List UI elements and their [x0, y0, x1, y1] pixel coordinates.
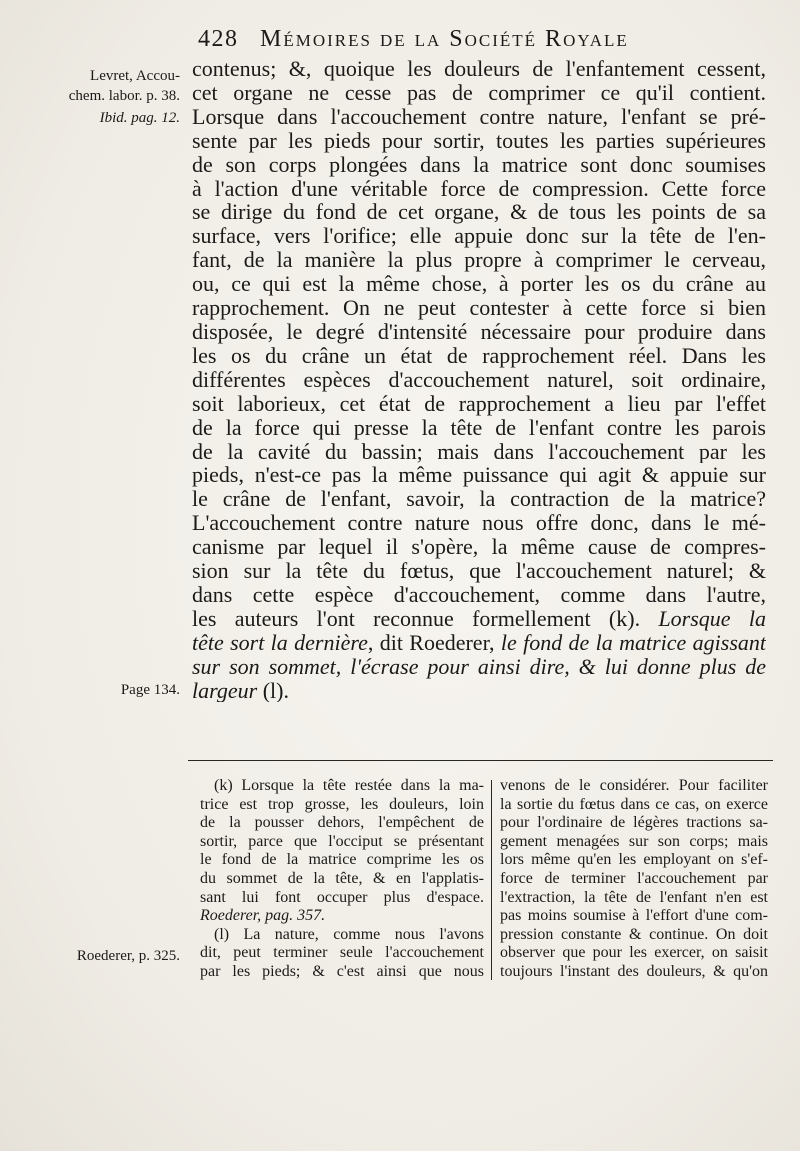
footnote-line: la sortie du fœtus dans ce cas, on exerce	[500, 795, 768, 813]
text-line: surface, vers l'orifice; elle appuie donc sur la tête de l'en-	[192, 224, 766, 249]
margin-note-line: Roederer, p. 325.	[76, 948, 180, 964]
text-line: de son corps plongées dans la matrice sont donc soumises	[192, 152, 766, 177]
text-segment-italic: le fond de la matrice agissant	[500, 630, 766, 655]
footnote-line: pour l'ordinaire de légères tractions sa-	[500, 814, 768, 832]
footnote-line: trice est trop grosse, les douleurs, loin	[200, 795, 484, 813]
text-line: différentes espèces d'accouchement naturel, soit ordinaire,	[192, 367, 766, 392]
text-line: à l'action d'une véritable force de compression. Cette force	[192, 176, 766, 201]
footnote-line: sortir, parce que l'occiput se présentant	[200, 832, 484, 850]
footnote-line: Roederer, pag. 357.	[200, 907, 326, 925]
margin-note-line: chem. labor. p. 38.	[68, 88, 180, 104]
footnote-line: (k) Lorsque la tête restée dans la ma-	[214, 777, 484, 794]
footnotes-right-column	[500, 777, 768, 982]
text-line	[192, 607, 766, 631]
text-line: disposée, le degré d'intensité nécessaire pour produire dans	[192, 319, 766, 344]
footnote-line: sant lui font occuper plus d'espace.	[200, 888, 484, 906]
text-segment: , dit Roederer,	[367, 630, 501, 655]
footnote-line: de la pousser dehors, l'empêchent de	[200, 814, 484, 832]
margin-note-roederer	[0, 946, 180, 966]
text-line: les os du crâne un état de rapprochement réel. Dans les	[192, 343, 766, 368]
text-segment-italic: largeur	[192, 678, 258, 703]
footnote-line: (l) La nature, comme nous l'avons	[214, 925, 484, 943]
text-line: de la cavité du bassin; mais dans l'accouchement par les	[192, 439, 766, 464]
text-segment-italic: tête sort la dernière	[192, 630, 368, 655]
text-line: cet organe ne cesse pas de comprimer ce qu'il contient.	[192, 80, 766, 105]
margin-note-line: Page 134.	[120, 682, 180, 698]
footnote-line: lors même qu'en les employant on s'ef-	[500, 851, 768, 869]
text-segment: les auteurs l'ont reconnue formellement (k).	[192, 606, 641, 631]
margin-note-ibid	[0, 108, 180, 128]
text-line: dans cette espèce d'accouchement, comme dans l'autre,	[192, 582, 766, 607]
margin-note-page-134	[0, 680, 180, 700]
running-title: Mémoires de la Société Royale	[260, 26, 629, 52]
text-line: le crâne de l'enfant, savoir, la contraction de la matrice?	[192, 487, 766, 512]
main-text-body	[192, 57, 766, 702]
footnote-line: observer que pour les exercer, on saisit	[500, 944, 768, 962]
text-segment: (l).	[257, 678, 289, 703]
margin-note-line: Levret, Accou-	[90, 68, 180, 84]
text-line: se dirige du fond de cet organe, & de tous les points de sa	[192, 200, 766, 225]
page-header	[198, 26, 788, 60]
text-line: sente par les pieds pour sortir, toutes les parties supérieures	[192, 128, 766, 153]
footnote-line: pas moins soumise à l'effort d'une com-	[500, 907, 768, 925]
text-line: ou, ce qui est la même chose, à porter les os du crâne au	[192, 272, 766, 297]
footnote-line: pression constante & continue. On doit	[500, 925, 768, 943]
footnote-column-divider	[491, 780, 492, 980]
text-line: sur son sommet, l'écrase pour ainsi dire, & lui donne plus de	[192, 654, 766, 679]
margin-note-levret	[0, 66, 180, 106]
text-line: sion sur la tête du fœtus, que l'accouchement naturel; &	[192, 559, 766, 583]
text-line: L'accouchement contre nature nous offre donc, dans le mé-	[192, 511, 766, 536]
footnote-line: du sommet de la tête, & en l'applatis-	[200, 869, 484, 887]
text-segment-italic: Lorsque la	[658, 606, 766, 631]
text-line: Lorsque dans l'accouchement contre nature, l'enfant se pré-	[192, 104, 766, 129]
footnote-line: gement menagées sur son corps; mais	[500, 832, 768, 850]
footnote-line: dit, peut terminer seule l'accouchement	[200, 944, 484, 962]
page-number: 428	[198, 26, 239, 52]
footnote-line: venons de le considérer. Pour faciliter	[500, 777, 768, 794]
text-line: rapprochement. On ne peut contester à cette force si bien	[192, 296, 766, 320]
text-line: soit laborieux, cet état de rapprochement a lieu par l'effet	[192, 391, 766, 416]
text-line: de la force qui presse la tête de l'enfant contre les parois	[192, 415, 766, 440]
footnote-line: l'extraction, la tête de l'enfant n'en est	[500, 888, 768, 906]
margin-notes	[0, 0, 190, 1151]
text-line: fant, de la manière la plus propre à comprimer le cerveau,	[192, 248, 766, 273]
footnotes-left-column	[200, 777, 484, 982]
footnote-line: le fond de la matrice comprime les os	[200, 851, 484, 869]
footnote-line: force de terminer l'accouchement par	[500, 869, 768, 887]
text-line	[192, 631, 766, 655]
footnote-line: par les pieds; & c'est ainsi que nous	[200, 962, 484, 980]
text-line	[192, 679, 766, 703]
text-line: canisme par lequel il s'opère, la même cause de compres-	[192, 535, 766, 560]
footnote-rule	[188, 760, 773, 761]
margin-note-line: Ibid. pag. 12.	[99, 110, 180, 126]
footnote-line: toujours l'instant des douleurs, & qu'on	[500, 962, 768, 980]
text-line: contenus; &, quoique les douleurs de l'enfantement cessent,	[192, 57, 766, 81]
text-line: pieds, n'est-ce pas la même puissance qui agit & appuie sur	[192, 463, 766, 488]
